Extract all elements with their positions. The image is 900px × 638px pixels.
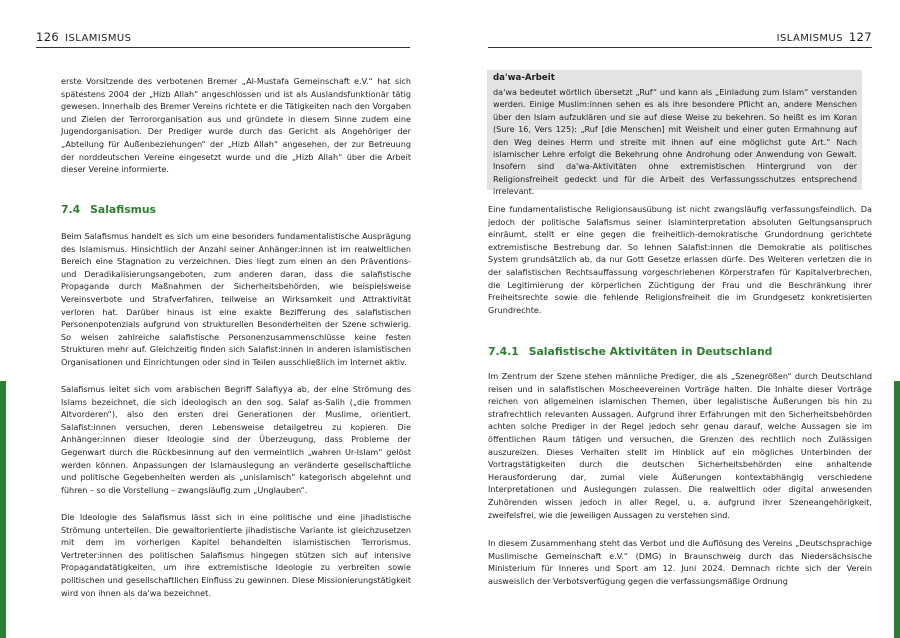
right-page-number: 127: [848, 30, 872, 44]
info-box-title: da'wa-Arbeit: [493, 73, 555, 83]
subsection-number: 7.4.1: [488, 345, 519, 358]
aktivitaeten-paragraph-1: Im Zentrum der Szene stehen männliche Prediger, die als „Szenegrößen“ durch Deutschland reisen und in salafistischen Moscheevereinen Vorträge halten. Die Inhalte dieser Vorträge reichen von allgemeinen islamischen Themen, über legalistische Äußerungen bis hin zu strafrechtlich relevanten Aussagen. Aufgrund ihrer Erfahrungen mit den Sicherheitsbehörden achten solche Prediger in der Regel jedoch sehr genau darauf, welche Aussagen sie im öffentlichen Raum tätigen und versuchen, die Grenzen des rechtlich noch Zulässigen auszureizen. Dieses Verhalten stellt im Hinblick auf ein mögliches Unterbinden der Vortragstätigkeiten durch die deutschen Sicherheitsbehörden eine anhaltende Herausforderung dar, zumal viele Äußerungen kontextabhängig verschiedene Interpretationen und Auslegungen zulassen. Die realweltlich oder digital anwesenden Zuhörenden wissen jedoch in aller Regel, u. a. aufgrund ihrer Szeneangehörigkeit, zweifelsfrei, wie die jeweiligen Aussagen zu verstehen sind.: [488, 371, 872, 520]
right-running-title: ISLAMISMUS: [776, 33, 843, 44]
aktivitaeten-paragraph-2: In diesem Zusammenhang steht das Verbot und die Auflösung des Vereins „Deutschsprachige Muslimische Gemeinschaft e.V.“ (DMG) in Braunschweig durch das Niedersächsische Ministerium für Inneres und Sport am 12. Juni 2024. Demnach richte sich der Verein ausweislich der Verbotsverfügung gegen die verfassungsmäßige Ordnung: [488, 538, 872, 586]
section-heading-salafismus: [61, 203, 156, 216]
section-number: 7.4: [61, 203, 81, 216]
right-intro-paragraph: Eine fundamentalistische Religionsausübung ist nicht zwangsläufig verfassungsfeindlich. Da jedoch der politische Salafismus seiner Islaminterpretation absoluten Geltungsanspruch einräumt, stellt er eine gegen die freiheitlich-demokratische Grundordnung gerichtete extremistische Bestrebung dar. So lehnen Salafist:innen die Demokratie als politisches System grundsätzlich ab, da nur Gott Gesetze erlassen dürfe. Des Weiteren verletzen die in der salafistischen Rechtsauffassung vorgeschriebenen Körperstrafen für Kapitalverbrechen, die Legitimierung der körperlichen Züchtigung der Frau und die Beschränkung ihrer Freiheitsrechte sowie die fehlende Religionsfreiheit die im Grundgesetz konkretisierten Grundrechte.: [488, 204, 872, 315]
salafismus-paragraph-1: Beim Salafismus handelt es sich um eine besonders fundamentalistische Ausprägung des Islamismus. Hinsichtlich der Anzahl seiner Anhänger:innen ist im realweltlichen Bereich eine Stagnation zu verzeichnen. Dies liegt zum einen an den Präventions- und Deradikalisierungsangeboten, zum anderen daran, dass die salafistische Propaganda durch Maßnahmen der Sicherheitsbehörden, wie beispielsweise Vereinsverbote und Strafverfahren, teilweise an Wirksamkeit und Attraktivität verloren hat. Darüber hinaus ist eine exakte Bezifferung des salafistischen Personenpotenzials aufgrund von strukturellen Besonderheiten der Szene schwierig. So weisen zahlreiche salafistische Personenzusammenschlüsse keine festen Strukturen mehr auf. Gleichzeitig finden sich Salafist:innen in anderen islamistischen Organisationen und Einrichtungen oder sind in Teilen ausschließlich im Internet aktiv.: [61, 231, 411, 367]
left-margin-marker: [0, 381, 6, 638]
right-margin-marker: [894, 381, 900, 638]
left-running-head: [36, 28, 410, 48]
dawa-info-box: [487, 70, 862, 197]
salafismus-paragraph-3: Die Ideologie des Salafismus lässt sich in eine politische und eine jihadistische Strömung unterteilen. Die gewaltorientierte jihadistische Variante ist gleichzusetzen mit dem im vorherigen Kapitel behandelten islamistischen Terrorismus. Vertreter:innen des politischen Salafismus hingegen stützen sich auf intensive Propagandatätigkeiten, um ihre extremistische Ideologie zu verbreiten sowie politischen und gesellschaftlichen Einfluss zu gewinnen. Diese Missionierungstätigkeit wird von ihnen als da'wa bezeichnet.: [61, 512, 411, 598]
info-box-text: da'wa bedeutet wörtlich übersetzt „Ruf“ und kann als „Einladung zum Islam“ verstanden werden. Einige Muslim:innen sehen es als ihre besondere Pflicht an, andere Menschen über den Islam aufzuklären und sie auf diese Weise zu bekehren. So heißt es im Koran (Sure 16, Vers 125): „Ruf [die Menschen] mit Weisheit und einer guten Ermahnung auf den Weg deines Herrn und streite mit ihnen auf eine möglichst gute Art.“ Nach islamischer Lehre erfolgt die Bekehrung ohne Androhung oder Anwendung von Gewalt. Insofern sind da'wa-Aktivitäten ohne extremistischen Hintergrund von der Religionsfreiheit gedeckt und für die Arbeit des Verfassungsschutzes entsprechend irrelevant.: [493, 87, 857, 197]
right-running-head: [488, 28, 872, 48]
salafismus-paragraph-2: Salafismus leitet sich vom arabischen Begriff Salafiyya ab, der eine Strömung des Islams bezeichnet, die sich ideologisch an den sog. Salaf as-Salih („die frommen Altvorderen“), also den ersten drei Generationen der Muslime, orientiert. Salafist:innen versuchen, deren Lebensweise detailgetreu zu kopieren. Die Anhänger:innen dieser Ideologie sind der Überzeugung, dass Probleme der Gegenwart durch die Rückbesinnung auf den vermeintlich „wahren Ur-Islam“ gelöst werden können. Anpassungen der Islamauslegung an veränderte gesellschaftliche und politische Gegebenheiten werden als „unislamisch“ kategorisch abgelehnt und führen – so die Vorstellung – zwangsläufig zum „Unglauben“.: [61, 384, 411, 495]
subsection-heading-aktivitaeten: [488, 345, 772, 358]
section-title: Salafismus: [90, 203, 156, 216]
left-running-title: ISLAMISMUS: [65, 33, 132, 44]
subsection-title: Salafistische Aktivitäten in Deutschland: [528, 345, 773, 358]
left-page-number: 126: [36, 30, 60, 44]
left-intro-paragraph: erste Vorsitzende des verbotenen Bremer „Al-Mustafa Gemeinschaft e.V.“ hat sich spätestens 2004 der „Hizb Allah“ angeschlossen und ist als Auslandsfunktionär tätig gewesen. Innerhalb des Bremer Vereins richtete er die Tätigkeiten nach den Vorgaben und Zielen der Terrororganisation aus und gründete in diesem Sinne zudem eine Jugendorganisation. Der Prediger wurde durch das Gericht als Angehöriger der „Abteilung für Außenbeziehungen“ der „Hizb Allah“ angesehen, der zur Betreuung der norddeutschen Vereine eingesetzt wurde und die „Hizb Allah“ über die Arbeit dieser Vereine informierte.: [61, 76, 411, 175]
